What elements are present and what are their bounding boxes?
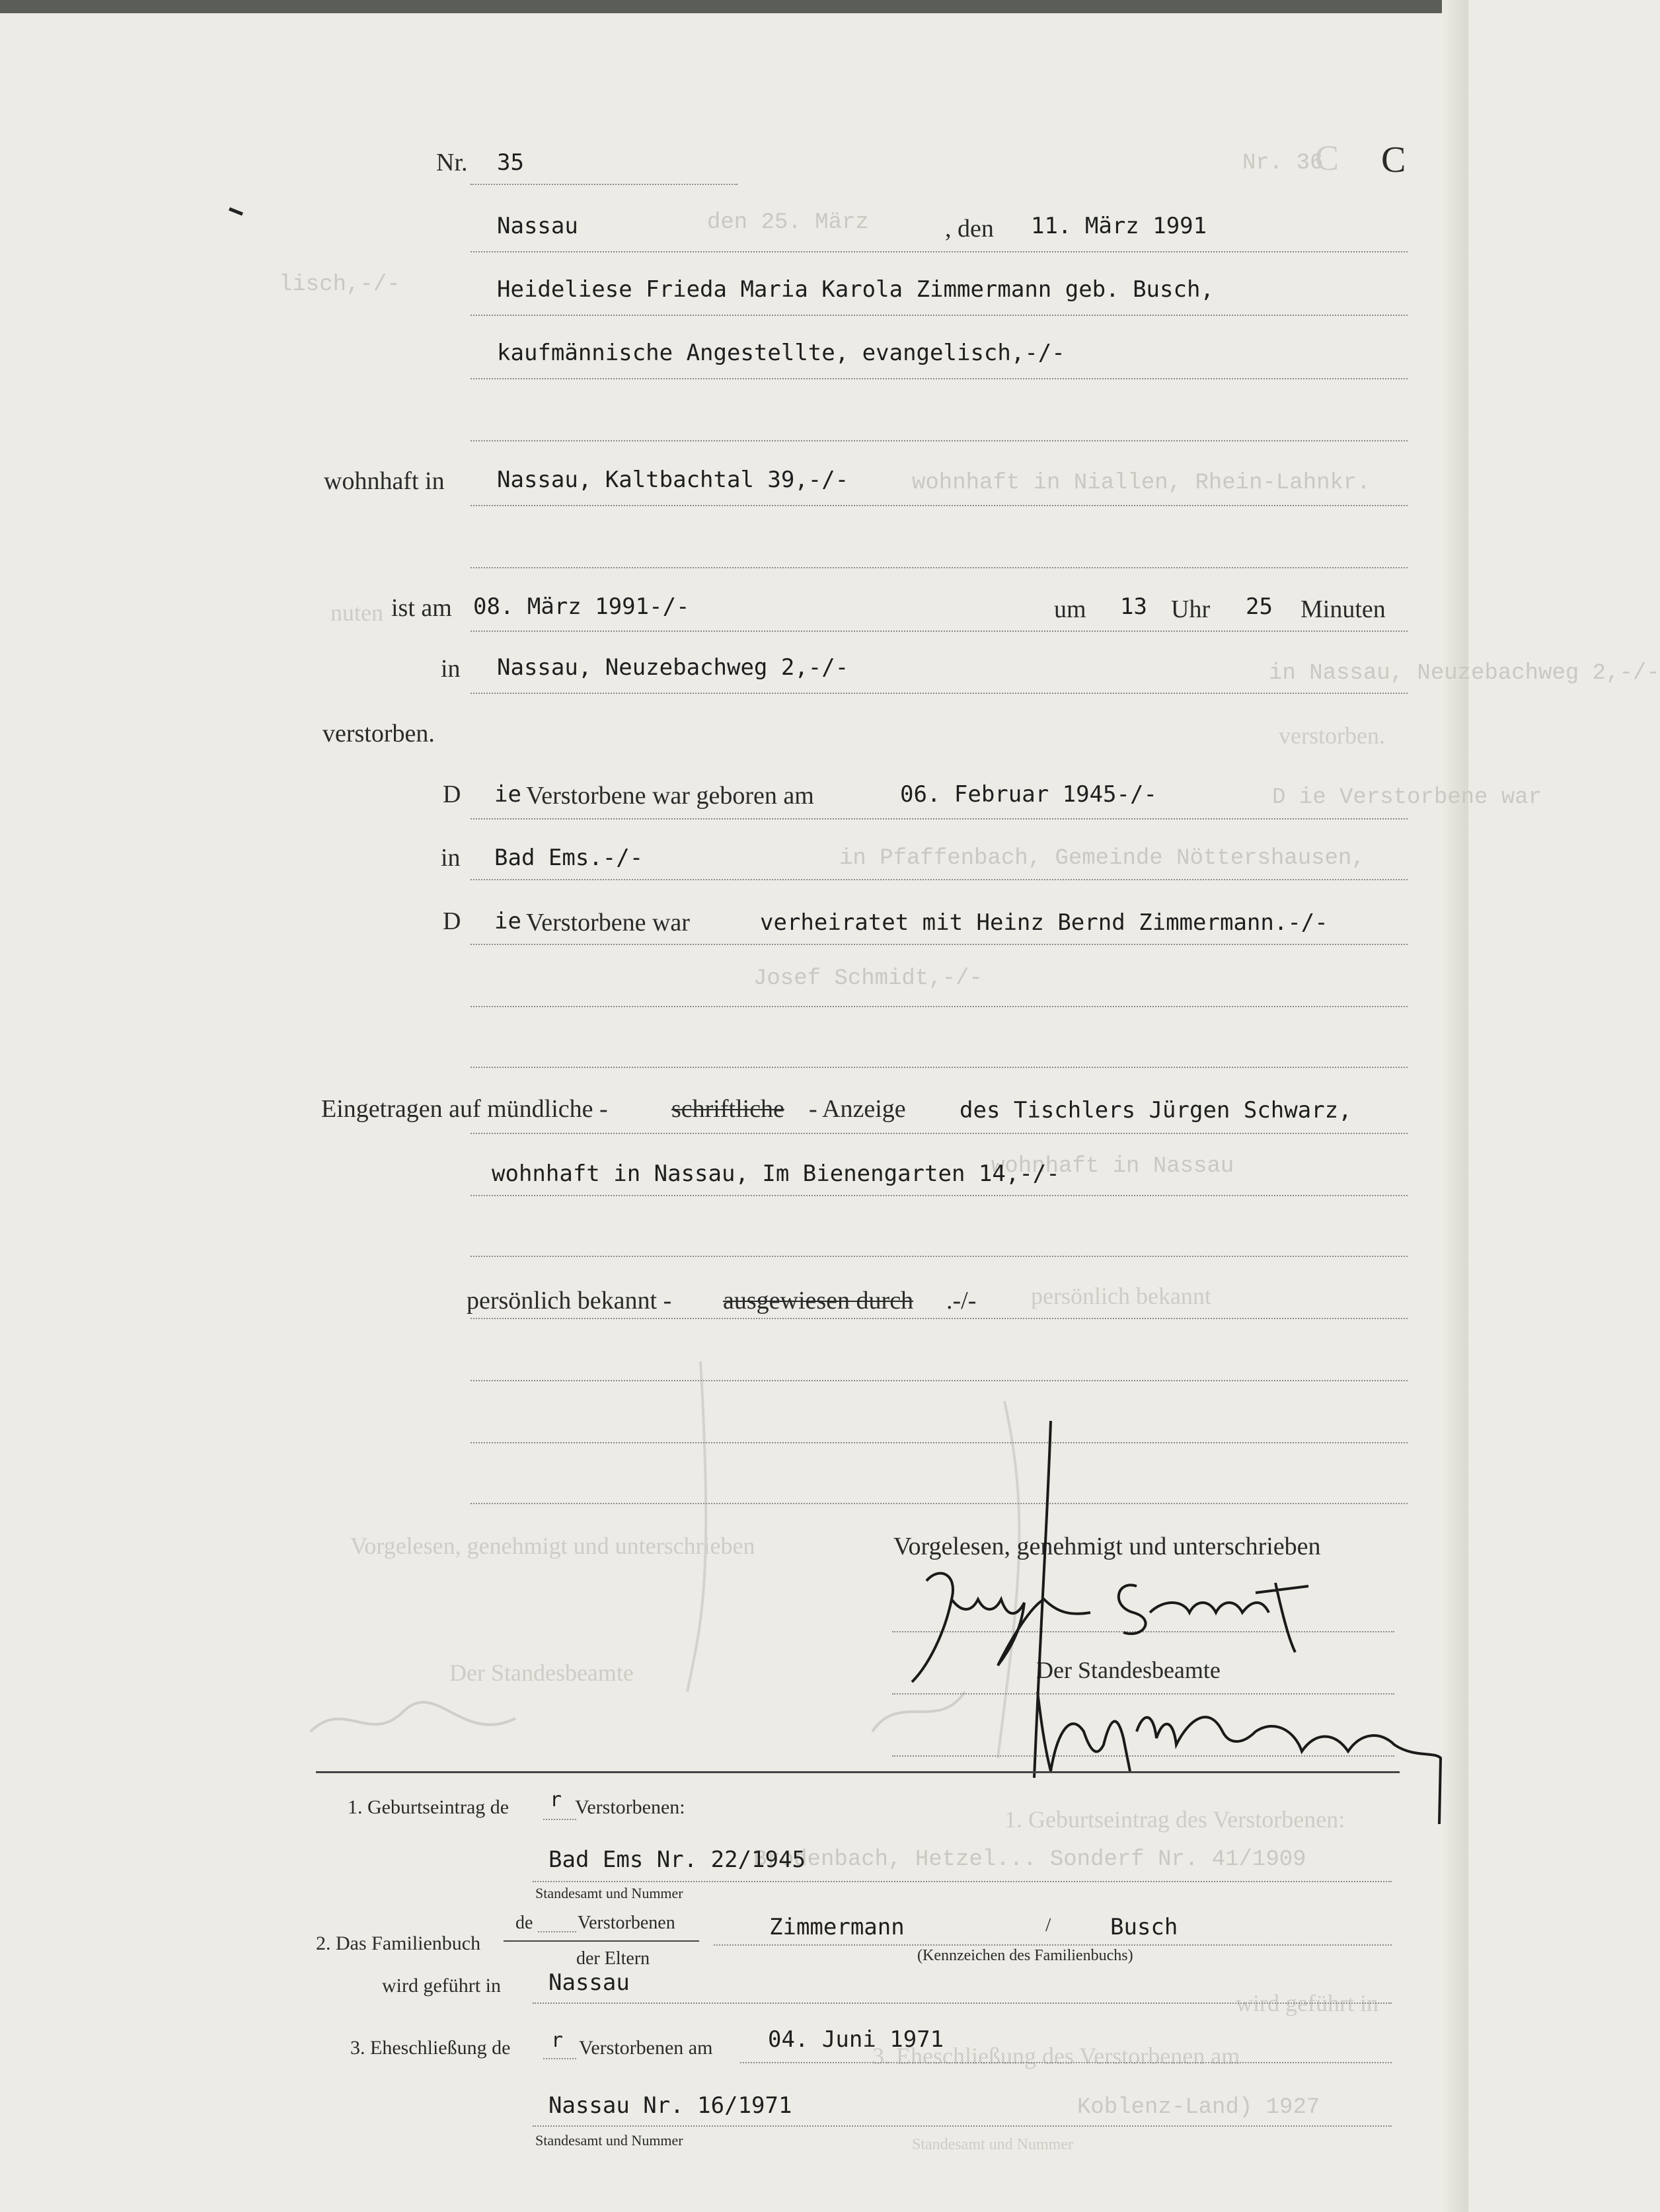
ghost-note3: 3. Eheschließung des Verstorbenen am xyxy=(872,2043,1240,2069)
verstorben-label: verstorben. xyxy=(322,720,435,747)
family-names-line xyxy=(714,1944,1392,1946)
family-managed-label: wird geführt in xyxy=(382,1975,501,1997)
marriage-office: Nassau Nr. 16/1971 xyxy=(548,2092,792,2119)
ghost-note2: wird geführt in xyxy=(1236,1990,1378,2016)
den-label: , den xyxy=(945,215,994,243)
form-letter: C xyxy=(1381,139,1406,180)
death-date: 08. März 1991-/- xyxy=(473,593,690,620)
family-fraction-bar xyxy=(504,1940,699,1942)
ghost-note4: Standesamt und Nummer xyxy=(912,2136,1073,2153)
nr-label: Nr. xyxy=(436,149,468,176)
death-hour: 13 xyxy=(1120,593,1147,620)
birth-entry-suffix: Verstorbenen: xyxy=(575,1796,685,1818)
family-name-2: Busch xyxy=(1110,1914,1178,1940)
born-label: Verstorbene war geboren am xyxy=(526,782,814,810)
ghost-death-place: in Nassau, Neuzebachweg 2,-/- xyxy=(1269,661,1660,686)
marriage-suffix: Verstorbenen am xyxy=(579,2037,713,2059)
office-number-label-2: Standesamt und Nummer xyxy=(535,2132,683,2149)
birth-entry-label: 1. Geburtseintrag de xyxy=(348,1796,509,1818)
office-number-label: Standesamt und Nummer xyxy=(535,1885,683,1901)
ghost-in-line: in Pfaffenbach, Gemeinde Nöttershausen, xyxy=(839,846,1365,871)
birth-entry-value: Bad Ems Nr. 22/1945 xyxy=(548,1847,806,1873)
death-place: Nassau, Neuzebachweg 2,-/- xyxy=(497,654,849,681)
marriage-r-underline xyxy=(543,2058,576,2059)
place: Nassau xyxy=(497,213,578,239)
known-label: persönlich bekannt - xyxy=(467,1287,672,1315)
ie-fill-2: ie xyxy=(494,908,521,934)
death-minutes: 25 xyxy=(1246,593,1273,620)
residence: Nassau, Kaltbachtal 39,-/- xyxy=(497,467,849,493)
d-label-1: D xyxy=(443,781,461,808)
ghost-name: Josef Schmidt,-/- xyxy=(753,966,983,991)
registrar-label: Der Standesbeamte xyxy=(1036,1657,1221,1683)
ghost-nr: Nr. 36 xyxy=(1242,151,1324,176)
ghost-minutes: nuten xyxy=(330,599,383,626)
family-book-label: 2. Das Familienbuch xyxy=(316,1932,481,1954)
entered-label: Eingetragen auf mündliche - xyxy=(321,1095,608,1123)
ghost-known: persönlich bekannt xyxy=(1031,1283,1211,1309)
marriage-date-line xyxy=(740,2062,1392,2063)
marriage-label: 3. Eheschließung de xyxy=(350,2037,511,2059)
family-de-dots xyxy=(538,1931,576,1932)
death-label: ist am xyxy=(391,594,452,622)
in-label: in xyxy=(441,655,461,683)
ghost-read-approved: Vorgelesen, genehmigt und unterschrieben xyxy=(350,1533,755,1559)
birth-date: 06. Februar 1945-/- xyxy=(900,781,1157,808)
section-divider xyxy=(316,1771,1400,1773)
family-slash: / xyxy=(1045,1914,1051,1936)
uhr-label: Uhr xyxy=(1171,595,1211,623)
identified-struck: ausgewiesen durch xyxy=(723,1287,914,1315)
ghost-note1-val: Brodenbach, Hetzel... Sonderf Nr. 41/1909 xyxy=(753,1847,1306,1872)
ghost-verstorben: verstorben. xyxy=(1279,722,1385,749)
d-label-2: D xyxy=(443,907,461,935)
marriage-office-line xyxy=(533,2125,1392,2127)
minuten-label: Minuten xyxy=(1301,595,1386,623)
written-struck: schriftliche xyxy=(671,1095,784,1123)
ie-fill-1: ie xyxy=(494,781,521,808)
ghost-occupation: lisch,-/- xyxy=(279,272,400,297)
family-verstorbenen: Verstorbenen xyxy=(578,1913,675,1933)
um-label: um xyxy=(1054,595,1086,623)
birth-entry-underline xyxy=(543,1819,576,1820)
ghost-date: den 25. März xyxy=(707,210,869,235)
family-de: de xyxy=(515,1913,533,1933)
residence-label: wohnhaft in xyxy=(324,467,445,495)
birth-place: Bad Ems.-/- xyxy=(494,845,644,871)
family-place: Nassau xyxy=(548,1969,630,1996)
marriage-r: r xyxy=(551,2029,564,2052)
anzeige-label: - Anzeige xyxy=(809,1095,906,1123)
marriage-date: 04. Juni 1971 xyxy=(768,2026,944,2053)
family-eltern: der Eltern xyxy=(576,1948,650,1969)
ghost-note3-val: Koblenz-Land) 1927 xyxy=(1077,2095,1320,2120)
informant: des Tischlers Jürgen Schwarz, xyxy=(960,1097,1352,1124)
record-date: 11. März 1991 xyxy=(1031,213,1207,239)
known-suffix: .-/- xyxy=(946,1287,977,1315)
ghost-residence: wohnhaft in Niallen, Rhein-Lahnkr. xyxy=(912,471,1371,496)
nr-value: 35 xyxy=(497,149,524,176)
ghost-letter: C xyxy=(1315,138,1339,178)
birth-entry-r: r xyxy=(550,1788,562,1812)
ghost-d-line: D ie Verstorbene war xyxy=(1272,785,1542,810)
married-label: Verstorbene war xyxy=(526,909,690,936)
in-label-2: in xyxy=(441,844,461,872)
deceased-name: Heideliese Frieda Maria Karola Zimmermann geb. Busch, xyxy=(497,276,1214,303)
informant-address: wohnhaft in Nassau, Im Bienengarten 14,-/- xyxy=(492,1161,1060,1187)
marital-status: verheiratet mit Heinz Bernd Zimmermann.-/- xyxy=(760,909,1328,936)
family-name-1: Zimmermann xyxy=(769,1914,905,1940)
birth-entry-line xyxy=(533,1881,1392,1882)
family-place-line xyxy=(533,2002,1392,2004)
ghost-note1: 1. Geburtseintrag des Verstorbenen: xyxy=(1004,1806,1345,1833)
family-book-mark-label: (Kennzeichen des Familienbuchs) xyxy=(917,1947,1133,1964)
ghost-registrar: Der Standesbeamte xyxy=(449,1659,634,1686)
ghost-residence2: wohnhaft in Nassau xyxy=(991,1154,1234,1179)
deceased-occupation: kaufmännische Angestellte, evangelisch,-/- xyxy=(497,340,1065,366)
read-approved: Vorgelesen, genehmigt und unterschrieben xyxy=(893,1533,1321,1560)
